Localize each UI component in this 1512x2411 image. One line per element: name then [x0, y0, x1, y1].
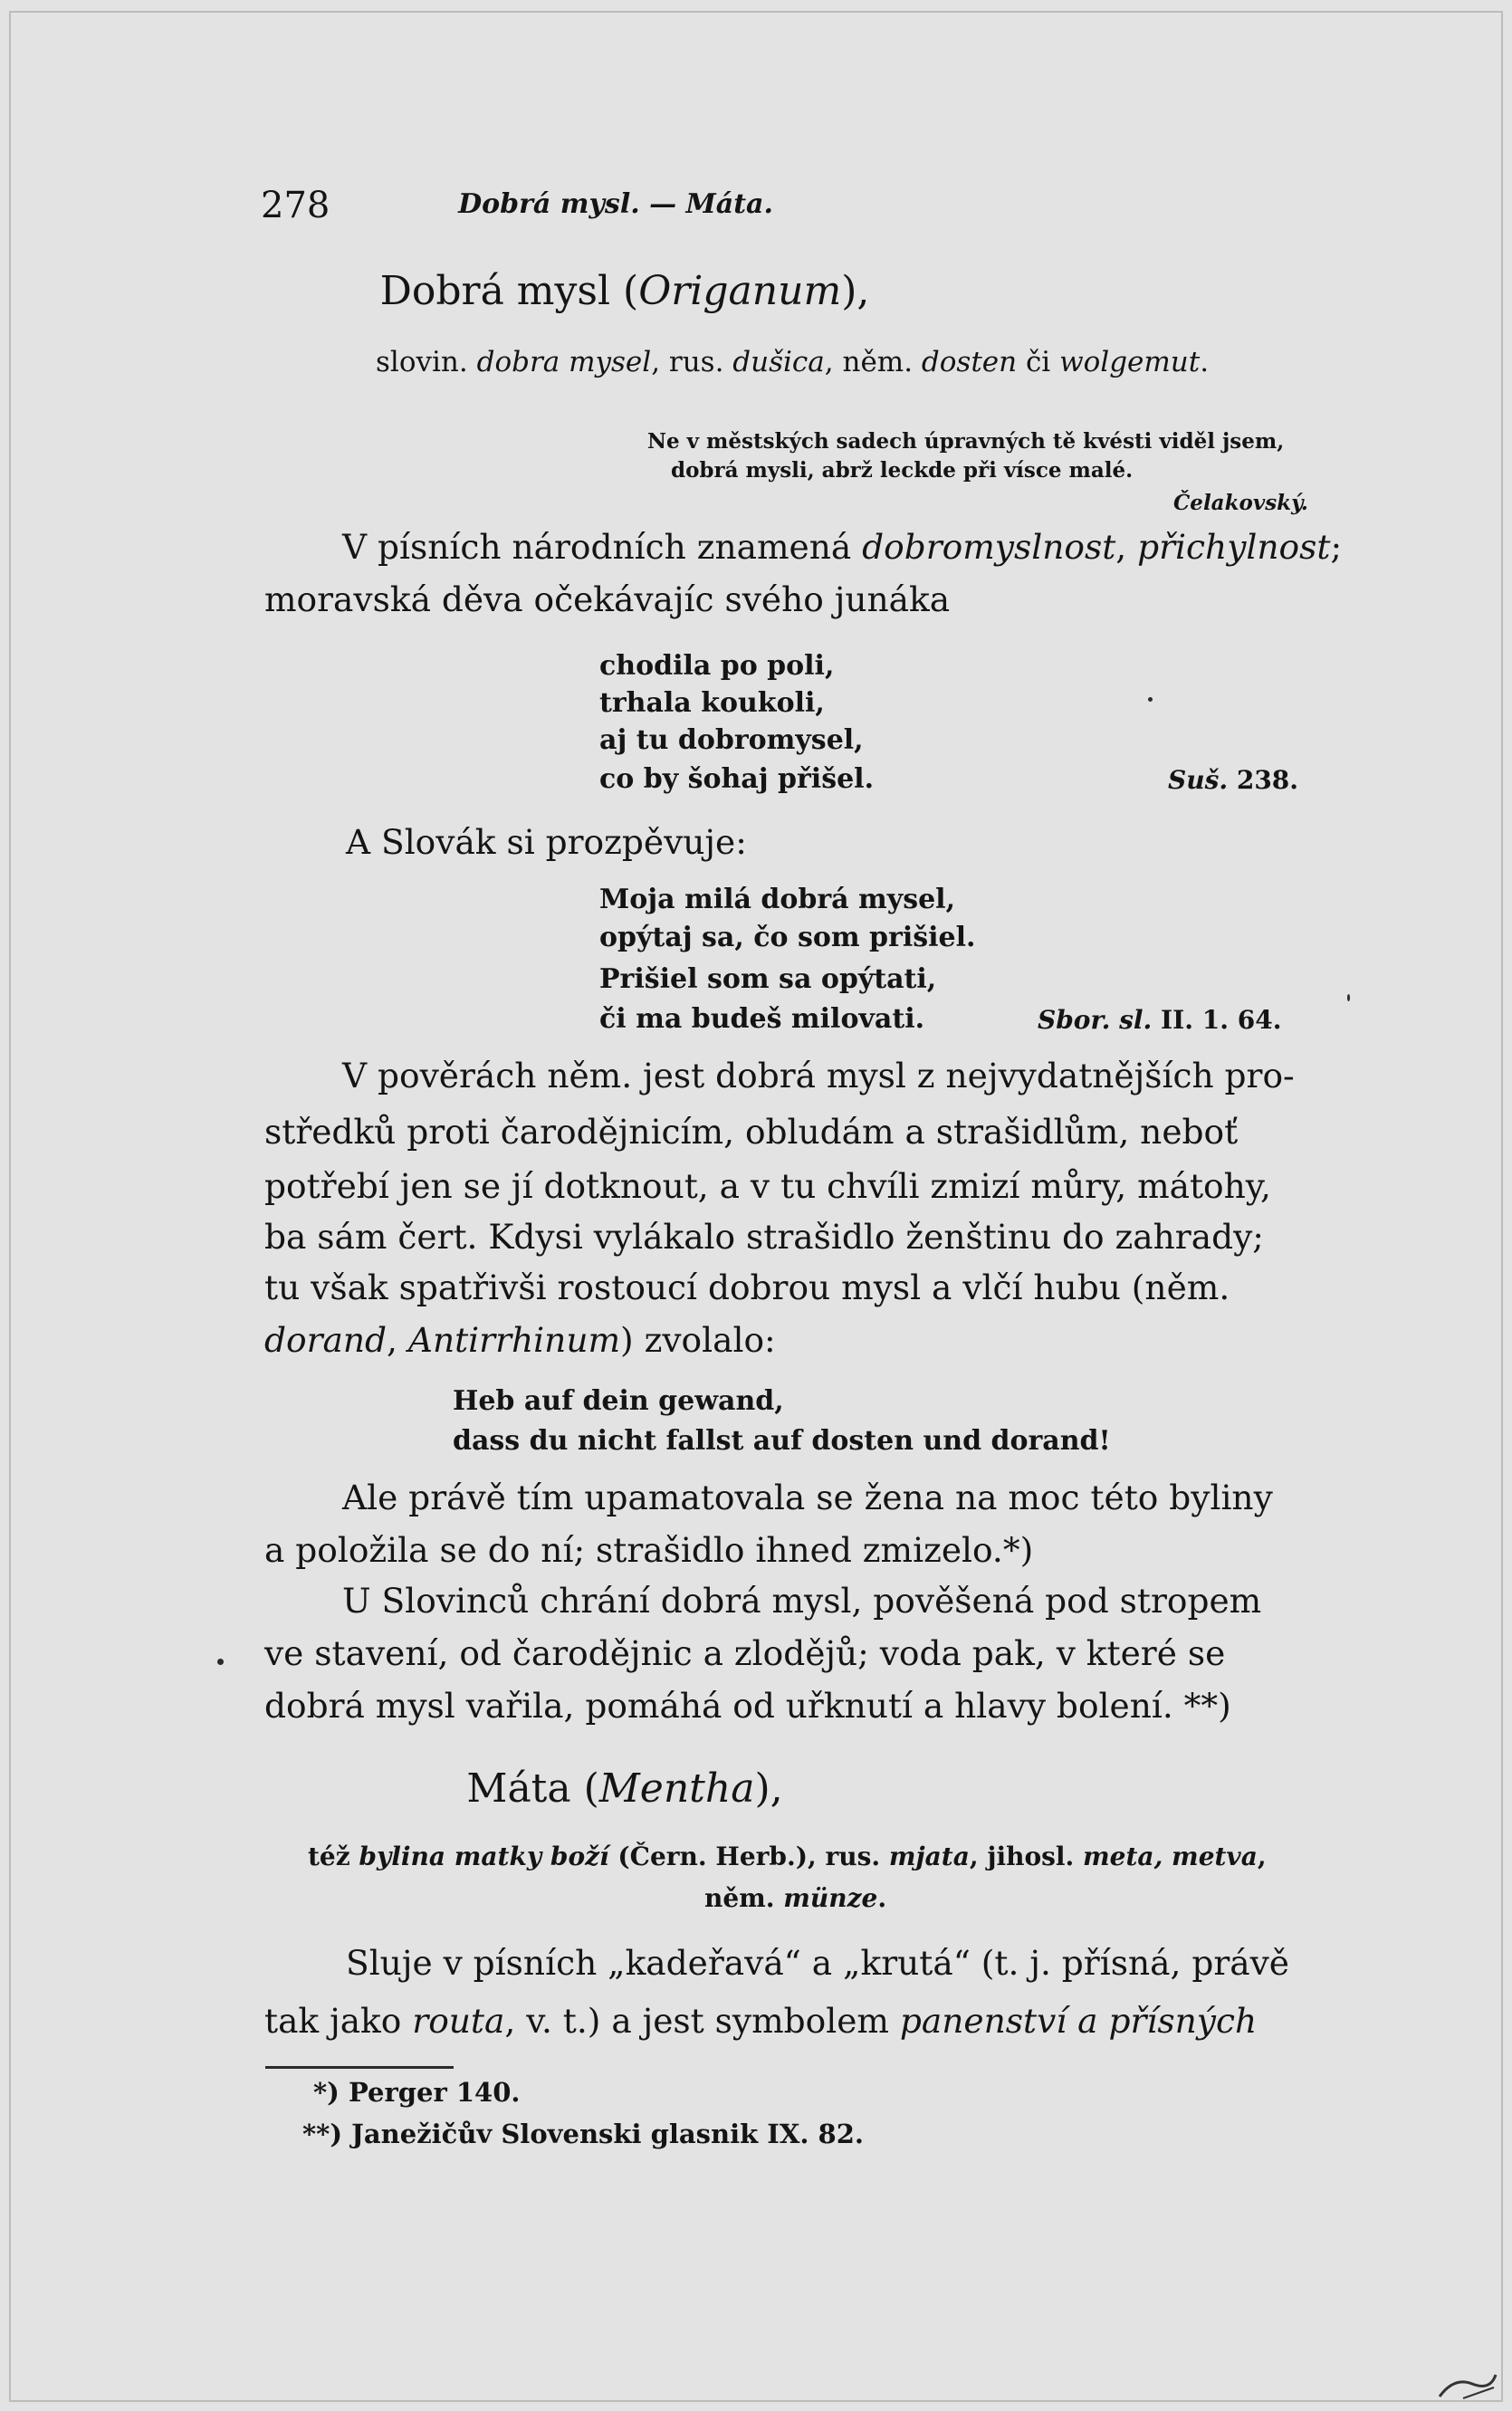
synonyms-line	[308, 1842, 1267, 1871]
italic-run: wolgemut	[1059, 346, 1201, 378]
text-run: ,	[1115, 527, 1138, 567]
verse-line: aj tu dobromysel,	[599, 724, 864, 756]
verse-line: či ma budeš milovati.	[599, 1003, 925, 1035]
italic-run: münze	[783, 1883, 878, 1913]
text-run: něm.	[704, 1883, 784, 1913]
italic-run: dušica	[732, 346, 825, 378]
text-run: (Čern. Herb.), rus.	[608, 1842, 889, 1871]
paragraph-line: A Slovák si prozpěvuje:	[346, 822, 747, 862]
scan-speck	[217, 1659, 224, 1665]
footnote-rule	[265, 2066, 454, 2069]
verse-line: trhala koukoli,	[599, 687, 825, 719]
verse-line: chodila po poli,	[599, 650, 835, 682]
scan-speck	[1347, 994, 1350, 1001]
text-run: .	[1200, 346, 1210, 378]
text-run: moravská děva očekávajíc svého junáka	[264, 579, 951, 619]
paragraph-line	[264, 1166, 1271, 1206]
text-run: či	[1017, 346, 1060, 378]
text-run: ba sám čert. Kdysi vylákalo strašidlo ženštinu do zahrady;	[264, 1217, 1264, 1257]
text-run: tak jako	[264, 2001, 413, 2041]
title-suffix: ,	[770, 1765, 783, 1812]
paragraph-line	[264, 1320, 776, 1360]
italic-run: dobra mysel	[476, 346, 652, 378]
text-run: , něm.	[824, 346, 922, 378]
paragraph-line: Ale právě tím upamatovala se žena na moc této byliny	[342, 1478, 1273, 1517]
paragraph-line: U Slovinců chrání dobrá mysl, pověšená pod stropem	[342, 1581, 1262, 1621]
title-text: Dobrá mysl	[379, 268, 611, 314]
text-run: .	[877, 1883, 887, 1913]
verse-line: Prišiel som sa opýtati,	[599, 963, 937, 995]
italic-run: přichylnost	[1137, 527, 1331, 567]
title-latin: Origanum	[638, 268, 842, 314]
text-run: , rus.	[651, 346, 733, 378]
italic-run: bylina matky boží	[359, 1842, 609, 1871]
italic-run: Sbor. sl.	[1038, 1005, 1153, 1035]
text-run: 238.	[1228, 765, 1299, 795]
page-corner-mark	[1436, 2371, 1499, 2400]
text-run: , v. t.) a jest symbolem	[504, 2001, 900, 2041]
motto-line: dobrá mysli, abrž leckde při vísce malé.	[671, 458, 1134, 483]
title-latin: Mentha	[598, 1765, 755, 1812]
text-run: , jihosl.	[969, 1842, 1084, 1871]
verse-reference	[1038, 1005, 1281, 1035]
text-run: též	[308, 1842, 359, 1871]
paragraph-line	[264, 579, 950, 619]
verse-reference	[1168, 765, 1298, 795]
paragraph-line	[342, 1056, 1295, 1095]
title-text: Máta	[466, 1765, 571, 1812]
title-suffix: ,	[856, 268, 870, 314]
synonyms-line	[704, 1883, 886, 1913]
italic-run: Suš.	[1168, 765, 1229, 795]
text-run: V pověrách něm. jest dobrá mysl z nejvydatnějších pro-	[342, 1056, 1295, 1095]
text-run: ;	[1330, 527, 1343, 567]
paragraph-line	[264, 1217, 1264, 1257]
verse-line: Moja milá dobrá mysel,	[599, 884, 956, 915]
verse-line: dass du nicht fallst auf dosten und dorand!	[453, 1425, 1111, 1457]
text-run: středků proti čarodějnicím, obludám a strašidlům, neboť	[264, 1112, 1239, 1152]
italic-run: dorand	[264, 1320, 388, 1360]
paragraph-line: ve stavení, od čarodějnic a zlodějů; voda pak, v které se	[264, 1633, 1226, 1673]
paragraph-line	[264, 1112, 1238, 1152]
paragraph-line	[346, 1943, 1289, 1983]
text-run: Sluje v písních „kadeřavá“ a „krutá“ (t. j. přísná, právě	[346, 1943, 1289, 1983]
verse-line: opýtaj sa, čo som prišiel.	[599, 922, 976, 953]
paragraph-line	[264, 2001, 1257, 2041]
text-run: ,	[387, 1320, 408, 1360]
verse-line: co by šohaj přišel.	[599, 763, 875, 795]
section-title-mata: Máta (Mentha),	[466, 1765, 783, 1812]
verse-line: Heb auf dein gewand,	[453, 1385, 784, 1417]
text-run: II. 1. 64.	[1152, 1005, 1282, 1035]
motto-author: Čelakovský.	[1173, 491, 1308, 515]
italic-run: routa	[412, 2001, 505, 2041]
footnote: **) Janežičův Slovenski glasnik IX. 82.	[302, 2119, 865, 2149]
synonyms-line	[376, 346, 1209, 378]
italic-run: meta, metva	[1083, 1842, 1258, 1871]
motto-line: Ne v městských sadech úpravných tě kvésti viděl jsem,	[647, 429, 1285, 454]
italic-run: Antirrhinum	[407, 1320, 621, 1360]
italic-run: mjata	[888, 1842, 970, 1871]
italic-run: panenství a přísných	[899, 2001, 1258, 2041]
section-title-dobra-mysl: Dobrá mysl (Origanum),	[379, 268, 870, 314]
running-head: Dobrá mysl. — Máta.	[458, 188, 773, 220]
text-run: potřebí jen se jí dotknout, a v tu chvíli zmizí můry, mátohy,	[264, 1166, 1271, 1206]
text-run: slovin.	[376, 346, 477, 378]
italic-run: dobromyslnost	[862, 527, 1116, 567]
text-run: ) zvolalo:	[620, 1320, 776, 1360]
paragraph-line: dobrá mysl vařila, pomáhá od uřknutí a hlavy bolení. **)	[264, 1686, 1231, 1726]
page-number: 278	[261, 185, 330, 226]
scan-speck	[1148, 697, 1153, 702]
paragraph-line	[342, 527, 1342, 567]
paragraph-line: a položila se do ní; strašidlo ihned zmizelo.*)	[264, 1530, 1034, 1570]
text-run: ,	[1257, 1842, 1267, 1871]
text-run: V písních národních znamená	[342, 527, 863, 567]
footnote: *) Perger 140.	[313, 2077, 521, 2108]
paragraph-line	[264, 1268, 1230, 1307]
text-run: tu však spatřivši rostoucí dobrou mysl a vlčí hubu (něm.	[264, 1268, 1230, 1307]
italic-run: dosten	[921, 346, 1018, 378]
